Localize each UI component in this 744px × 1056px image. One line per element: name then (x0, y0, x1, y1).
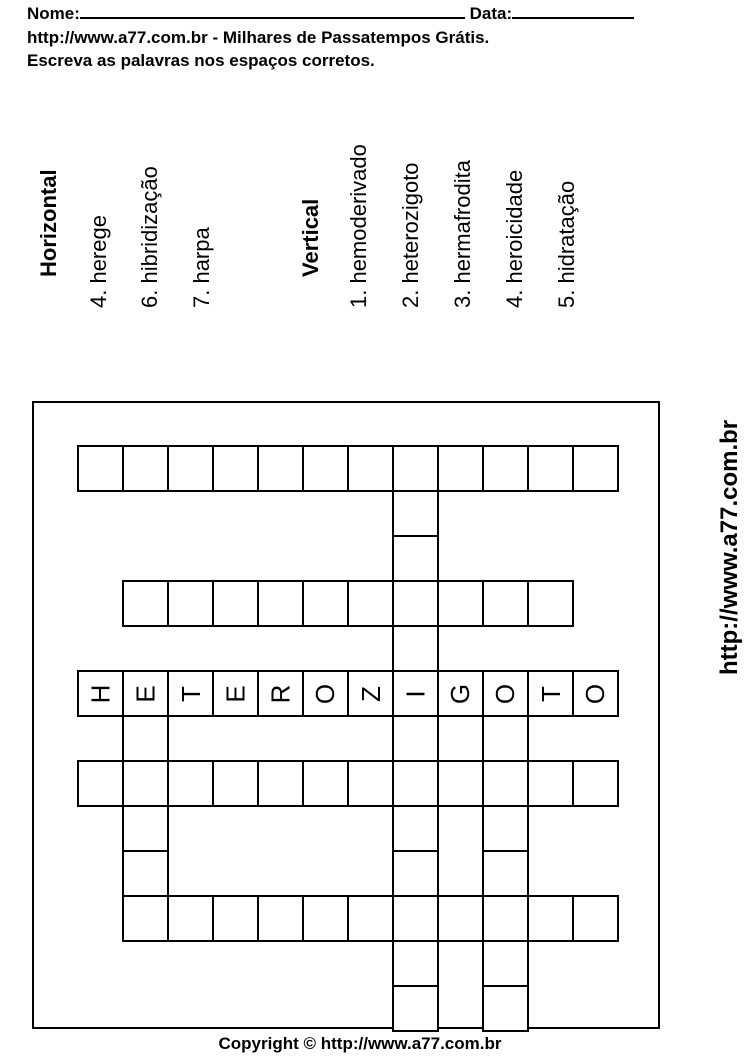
crossword-cell[interactable] (527, 580, 574, 627)
crossword-cell[interactable] (302, 670, 349, 717)
crossword-cell[interactable] (122, 445, 169, 492)
crossword-cell[interactable] (347, 580, 394, 627)
crossword-cell[interactable] (482, 760, 529, 807)
crossword-cell[interactable] (167, 445, 214, 492)
horizontal-clue: 4. herege (86, 215, 111, 308)
crossword-cell[interactable] (77, 670, 124, 717)
cell-letter: H (85, 684, 116, 703)
crossword-cell[interactable] (572, 760, 619, 807)
crossword-cell[interactable] (482, 895, 529, 942)
crossword-cell[interactable] (392, 535, 439, 582)
crossword-cell[interactable] (257, 760, 304, 807)
instruction: Escreva as palavras nos espaços corretos. (27, 51, 375, 70)
crossword-cell[interactable] (302, 895, 349, 942)
cell-letter: E (130, 684, 161, 703)
cell-letter: E (220, 684, 251, 703)
crossword-cell[interactable] (122, 760, 169, 807)
site-line: http://www.a77.com.br - Milhares de Passatempos Grátis. (27, 28, 490, 47)
cell-letter: T (175, 685, 206, 702)
vertical-clue: 1. hemoderivado (346, 144, 371, 308)
crossword-cell[interactable] (392, 985, 439, 1032)
side-url: http://www.a77.com.br (716, 419, 743, 675)
crossword-cell[interactable] (482, 940, 529, 987)
crossword-cell[interactable] (437, 895, 484, 942)
crossword-cell[interactable] (482, 445, 529, 492)
crossword-cell[interactable] (167, 895, 214, 942)
cell-letter: R (265, 684, 296, 703)
crossword-cell[interactable] (392, 580, 439, 627)
crossword-cell[interactable] (77, 445, 124, 492)
crossword-cell[interactable] (437, 670, 484, 717)
crossword-cell[interactable] (212, 670, 259, 717)
crossword-cell[interactable] (527, 895, 574, 942)
crossword-cell[interactable] (302, 760, 349, 807)
crossword-cell[interactable] (482, 580, 529, 627)
crossword-cell[interactable] (392, 625, 439, 672)
crossword-cell[interactable] (392, 895, 439, 942)
cell-letter: T (535, 685, 566, 702)
horizontal-title: Horizontal (36, 169, 61, 277)
cell-letter: O (580, 683, 611, 704)
crossword-cell[interactable] (167, 760, 214, 807)
crossword-cell[interactable] (482, 670, 529, 717)
horizontal-clue: 7. harpa (189, 227, 214, 308)
crossword-cell[interactable] (482, 715, 529, 762)
crossword-cell[interactable] (347, 445, 394, 492)
crossword-cell[interactable] (257, 445, 304, 492)
crossword-cell[interactable] (392, 490, 439, 537)
crossword-cell[interactable] (347, 895, 394, 942)
crossword-cell[interactable] (437, 445, 484, 492)
crossword-cell[interactable] (392, 850, 439, 897)
crossword-cell[interactable] (482, 985, 529, 1032)
crossword-cell[interactable] (392, 805, 439, 852)
crossword-cell[interactable] (527, 445, 574, 492)
crossword-cell[interactable] (212, 760, 259, 807)
crossword-cell[interactable] (392, 715, 439, 762)
crossword-cell[interactable] (212, 445, 259, 492)
crossword-cell[interactable] (122, 670, 169, 717)
vertical-clue: 5. hidratação (554, 180, 579, 308)
crossword-cell[interactable] (572, 895, 619, 942)
date-label: Data: (469, 4, 513, 23)
cell-letter: O (490, 683, 521, 704)
crossword-cell[interactable] (392, 940, 439, 987)
crossword-cell[interactable] (437, 580, 484, 627)
cell-letter: O (310, 683, 341, 704)
crossword-cell[interactable] (392, 670, 439, 717)
crossword-cell[interactable] (347, 760, 394, 807)
horizontal-clue: 6. hibridização (137, 166, 162, 308)
crossword-cell[interactable] (437, 760, 484, 807)
crossword-cell[interactable] (527, 670, 574, 717)
vertical-clue: 2. heterozigoto (398, 162, 423, 308)
crossword-cell[interactable] (572, 670, 619, 717)
vertical-title: Vertical (298, 198, 323, 277)
crossword-cell[interactable] (257, 895, 304, 942)
crossword-cell[interactable] (572, 445, 619, 492)
vertical-clue: 3. hermafrodita (450, 160, 475, 308)
crossword-cell[interactable] (392, 760, 439, 807)
crossword-cell[interactable] (302, 580, 349, 627)
cell-letter: I (400, 689, 431, 698)
crossword-cell[interactable] (122, 805, 169, 852)
crossword-cell[interactable] (212, 580, 259, 627)
crossword-cell[interactable] (482, 805, 529, 852)
crossword-cell[interactable] (257, 580, 304, 627)
crossword-cell[interactable] (392, 445, 439, 492)
copyright-footer: Copyright © http://www.a77.com.br (218, 1034, 502, 1053)
crossword-cell[interactable] (122, 580, 169, 627)
crossword-cell[interactable] (257, 670, 304, 717)
crossword-cell[interactable] (167, 580, 214, 627)
cell-letter: G (445, 683, 476, 704)
crossword-cell[interactable] (527, 760, 574, 807)
crossword-cell[interactable] (302, 445, 349, 492)
crossword-cell[interactable] (77, 760, 124, 807)
vertical-clue: 4. heroicidade (502, 169, 527, 308)
crossword-cell[interactable] (167, 670, 214, 717)
crossword-cell[interactable] (122, 850, 169, 897)
cell-letter: Z (355, 685, 386, 702)
name-label: Nome: (27, 4, 80, 23)
crossword-cell[interactable] (347, 670, 394, 717)
crossword-cell[interactable] (482, 850, 529, 897)
crossword-cell[interactable] (212, 895, 259, 942)
crossword-cell[interactable] (122, 895, 169, 942)
crossword-cell[interactable] (122, 715, 169, 762)
